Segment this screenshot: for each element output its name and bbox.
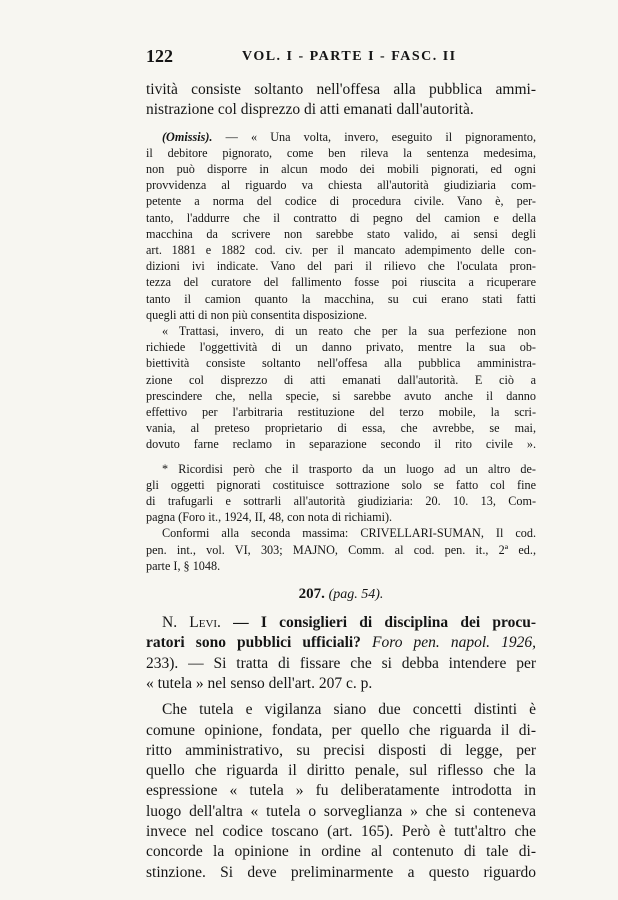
text-line: invece nel codice toscano (art. 165). Però è tutt'altro che [146, 823, 536, 841]
text-line [146, 613, 536, 633]
page-body [146, 80, 536, 883]
text-line: art. 1881 e 1882 cod. civ. per il mancato adempimento delle con- [146, 243, 536, 258]
text-line: provvidenza al riguardo va chiesta all'autorità giudiziaria com- [146, 178, 536, 193]
text-line: macchina da scrivere non sarebbe stato valido, ai sensi degli [146, 226, 536, 241]
text-line: comune opinione, fondata, per quello che riguarda il di- [146, 721, 536, 739]
quotation-paragraph-1 [146, 129, 536, 323]
text-line: gli oggetti pignorati costituisce sottrazione solo se fatto col fine [146, 477, 536, 492]
text-line: luogo dell'altra « tutela o sorveglianza » che si conteneva [146, 802, 536, 820]
text-line: zione col disprezzo di atti emanati dall'autorità. E ciò a [146, 372, 536, 387]
text-line [146, 129, 536, 145]
text-line: dovuto farne reclamo in separazione secondo il rito civile ». [146, 437, 536, 452]
text-line: biettività consiste soltanto nell'offesa alla pubblica amministra- [146, 356, 536, 371]
page-number: 122 [146, 46, 173, 66]
author-name: N. Levi. [162, 614, 221, 632]
editorial-note [146, 461, 536, 574]
text-line: pagna (Foro it., 1924, II, 48, con nota di richiami). [146, 510, 393, 525]
text-line: non può disporre in alcun modo dei mobili pignorati, ed ogni [146, 162, 536, 176]
article-body [146, 700, 536, 883]
article-title-cont: ratori sono pubblici ufficiali? [146, 634, 361, 652]
text-line: quello che riguarda il diritto penale, sul riflesso che la [146, 762, 536, 780]
text-line: Conformi alla seconda massima: CRIVELLARI-SUMAN, Il cod. [162, 526, 536, 541]
text-line: dizioni ivi indicate. Vano del pari il rilievo che l'oculata pron- [146, 259, 536, 274]
section-heading [146, 586, 536, 603]
text-line: prescindere che, nella specie, si sarebbe avuto anche il danno [146, 388, 536, 403]
text-line: * Ricordisi però che il trasporto da un luogo ad un altro de- [162, 461, 536, 476]
text-line [146, 633, 536, 653]
continued-paragraph [146, 80, 536, 121]
text-line: richiede l'oggettività di un danno privato, mentre la sua ob- [146, 340, 536, 355]
text-line: « Trattasi, invero, di un reato che per la sua perfezione non [162, 324, 536, 339]
text-fragment: — « Una volta, invero, eseguito il pignoramento, [225, 129, 536, 144]
running-head: VOL. I - PARTE I - FASC. II [242, 49, 457, 64]
section-page-ref: (pag. 54). [328, 587, 384, 603]
text-line: parte I, § 1048. [146, 558, 221, 573]
omissis-label: (Omissis). [162, 129, 213, 144]
journal-citation: Foro pen. napol. 1926, [372, 634, 536, 652]
text-line: effettivo per l'arbitraria restituzione del terzo mobile, la scri- [146, 405, 536, 420]
text-line: 233). — Si tratta di fissare che si debba intendere per [146, 654, 536, 672]
text-line: di trafugarli e sottrarli all'autorità giudiziaria: 20. 10. 13, Com- [146, 494, 536, 509]
text-line: pen. int., vol. VI, 303; MAJNO, Comm. al cod. pen. it., 2ª ed., [146, 542, 536, 557]
text-line: concorde la opinione in ordine al contenuto di tale di- [146, 843, 536, 861]
text-line: il debitore pignorato, come ben rileva la sentenza medesima, [146, 145, 536, 160]
text-line: quegli atti di non più consentita disposizione. [146, 307, 368, 322]
text-line: Che tutela e vigilanza siano due concetti distinti è [162, 701, 536, 719]
text-line: ritto amministrativo, su precisi disposti di legge, per [146, 741, 536, 759]
article-summary [146, 613, 536, 694]
text-line: stinzione. Si deve preliminarmente a questo riguardo [146, 863, 536, 881]
text-line: tezza del curatore del fallimento fosse poi riuscita a ricuperare [146, 275, 536, 290]
text-line: vania, al preteso proprietario di essa, che avrebbe, se mai, [146, 421, 536, 436]
text-line: « tutela » nel senso dell'art. 207 c. p. [146, 674, 373, 692]
text-line: tanto il camion quanto la macchina, su cui erano stati fatti [146, 291, 536, 306]
text-line: petente a norma del codice di procedura civile. Vano è, per- [146, 194, 536, 209]
text-line: tanto, l'addurre che il contratto di pegno del camion e della [146, 210, 536, 225]
text-line: nistrazione col disprezzo di atti emanati dall'autorità. [146, 101, 474, 119]
article-title: — I consiglieri di disciplina dei procu- [233, 614, 536, 632]
text-line: espressione « tutela » fu deliberatamente introdotta in [146, 782, 536, 800]
text-line: tività consiste soltanto nell'offesa alla pubblica ammi- [146, 81, 536, 98]
page-header [146, 46, 536, 68]
quotation-paragraph-2 [146, 323, 536, 453]
section-number: 207. [298, 586, 325, 603]
